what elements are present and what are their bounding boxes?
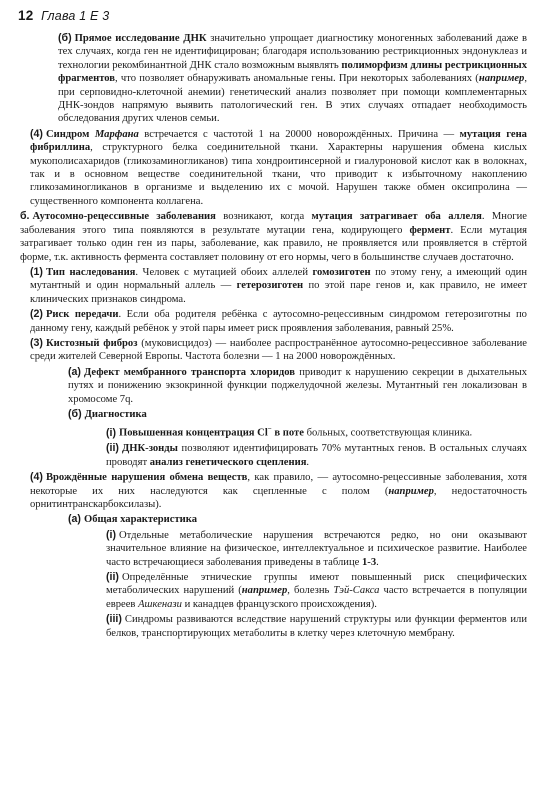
list-marker: (3) bbox=[30, 336, 43, 349]
list-item bbox=[30, 471, 527, 511]
text-run: анализ генетического сцепления bbox=[149, 456, 307, 468]
list-item bbox=[106, 571, 527, 611]
text-run: приводит к нарушению секреции в дыхательных путях и понижению экзокринной функции поджелудочной железы. Мутантный ген локализован в хромосоме 7q. bbox=[68, 366, 527, 405]
text-run: . Если мутация затрагивает только один ген из пары, заболевание, как правило, не проявляется или проявляется в стёртой форме, т.к. активность фермента составляет половину от его нормы, чего в большинстве случаев достаточно. bbox=[20, 224, 527, 263]
text-run: Тэй-Сакса bbox=[333, 585, 380, 597]
text-run: часто встречается в популяции евреев bbox=[106, 585, 527, 610]
text-run: Врождённые нарушения обмена веществ bbox=[45, 472, 248, 484]
text-run: Общая характеристика bbox=[83, 514, 198, 526]
text-run: позволяют идентифицировать 70% мутантных генов. В остальных случаях проводят bbox=[106, 443, 527, 468]
text-run: по этой паре генов и, как правило, не имеет клинических признаков синдрома. bbox=[30, 280, 527, 305]
text-run: Повышенная концентрация Cl bbox=[119, 427, 268, 439]
list-item bbox=[106, 442, 527, 469]
running-header bbox=[18, 8, 109, 23]
list-item bbox=[30, 266, 527, 306]
text-run: Прямое исследование ДНК bbox=[74, 33, 207, 44]
text-run: гетерозиготен bbox=[236, 280, 304, 292]
text-run: по этому гену, а имеющий один мутантный и один нормальный аллель — bbox=[30, 266, 528, 292]
text-run: возникают, когда bbox=[215, 211, 312, 223]
text-run: Марфана bbox=[94, 128, 139, 140]
text-run: Ашкенази bbox=[138, 598, 182, 610]
text-run: Аутосомно-рецессивные заболевания bbox=[32, 211, 216, 223]
text-run: в поте bbox=[271, 427, 304, 439]
list-item bbox=[68, 408, 527, 421]
text-run: мутация затрагивает оба аллеля bbox=[311, 211, 482, 223]
text-run: − bbox=[267, 425, 272, 434]
text-run: например bbox=[478, 73, 525, 85]
text-run: мутация гена фибриллина bbox=[30, 128, 527, 154]
text-run: Синдромы развиваются вследствие нарушений структуры или функции ферментов или белков, транспортирующих метаболиты в клетку через клеточную мембрану. bbox=[106, 614, 527, 639]
text-run: . bbox=[306, 456, 310, 468]
text-run: Диагностика bbox=[84, 408, 147, 420]
chapter-label: Глава 1 Е 3 bbox=[41, 9, 110, 23]
text-run: Синдром bbox=[45, 128, 95, 140]
text-run: Риск передачи bbox=[45, 309, 119, 321]
list-marker: (ii) bbox=[106, 570, 119, 583]
list-marker: (1) bbox=[30, 265, 43, 278]
list-marker: б. bbox=[20, 210, 30, 223]
list-marker: (б) bbox=[58, 32, 72, 44]
text-run: , как правило, — аутосомно-рецессивные заболевания, хотя некоторые их них наследуются как сцепленные с полом ( bbox=[30, 472, 527, 497]
text-run: гомозиготен bbox=[312, 266, 371, 278]
text-run: , структурного белка соединительной ткани. Характерны нарушения обмена кислых мукополисахаридов (гликозаминогликанов) типа хондроитинсерной и гиалуроновой кислот как в волокнах, так и в основном веществе соединительной ткани, что приводит к избыточному накоплению гликозаминогликанов в организме и выделению их с мочой. Нарушен также обмен оксипролина — существенного компонента коллагена. bbox=[30, 142, 527, 207]
text-run: , болезнь bbox=[287, 585, 334, 597]
text-run: Отдельные метаболические нарушения встречаются редко, но они оказывают значительное влияние на физическое, интеллектуальное и психическое развитие. Наиболее часто встречающиеся заболевания приведены в таблице bbox=[106, 529, 527, 568]
text-run: , что позволяет обнаруживать аномальные гены. При некоторых заболеваниях ( bbox=[115, 73, 479, 85]
list-marker: (2) bbox=[30, 308, 43, 321]
text-run: Кистозный фиброз bbox=[45, 337, 138, 349]
text-run: фермент bbox=[409, 224, 451, 236]
list-marker: (i) bbox=[106, 528, 116, 541]
text-run: встречается с частотой 1 на 20000 новорождённых. Причина — bbox=[138, 128, 460, 140]
list-item bbox=[68, 366, 527, 406]
list-marker: (4) bbox=[30, 471, 43, 484]
list-item bbox=[58, 32, 527, 126]
text-run: Тип наследования bbox=[45, 266, 136, 278]
list-marker: (б) bbox=[68, 407, 82, 420]
text-run: 1-3 bbox=[362, 556, 377, 568]
text-run: и канадцев французского происхождения). bbox=[181, 598, 377, 610]
text-run: полиморфизм длины рестрикционных фрагментов bbox=[58, 59, 528, 85]
text-run: . Многие заболевания этого типа появляются в результате мутации гена, кодирующего bbox=[20, 211, 527, 236]
text-run: . Человек с мутацией обоих аллелей bbox=[135, 266, 313, 278]
text-run: Определённые этнические группы имеют повышенный риск специфических метаболических нарушений ( bbox=[106, 571, 527, 597]
text-run: . Если оба родителя ребёнка с аутосомно-рецессивным синдромом гетерозиготны по данному гену, каждый ребёнок у этой пары имеет риск проявления заболевания, равный 25%. bbox=[30, 309, 527, 334]
list-item bbox=[106, 423, 527, 440]
body-text bbox=[20, 32, 528, 642]
text-run: значительно упрощает диагностику моногенных заболеваний даже в тех случаях, когда ген не идентифицирован; благодаря использованию рестрикционных эндонуклеаз и технологии рекомбинантной ДНК стало возможным выявлять bbox=[58, 33, 527, 71]
list-item bbox=[30, 128, 527, 208]
text-run: Дефект мембранного транспорта хлоридов bbox=[83, 366, 295, 378]
list-item bbox=[20, 210, 527, 264]
list-marker: (ii) bbox=[106, 442, 119, 455]
list-marker: (iii) bbox=[106, 613, 122, 626]
list-marker: (i) bbox=[106, 426, 116, 439]
text-run: . bbox=[376, 556, 379, 568]
list-marker: (а) bbox=[68, 513, 81, 526]
list-item bbox=[106, 529, 527, 569]
list-marker: (4) bbox=[30, 127, 43, 140]
text-run: , при серповидно-клеточной анемии) генетический анализ позволяет при помощи комплементарных ДНК-зондов напрямую выявить патологический ген. В этих случаях отпадает необходимость обследования других членов семьи. bbox=[58, 73, 527, 125]
text-run: например bbox=[241, 585, 288, 597]
text-run: , недостаточность орнитинтранскарбоксилазы). bbox=[30, 485, 527, 510]
text-run: ДНК-зонды bbox=[121, 443, 178, 455]
text-run: (муковисцидоз) — наиболее распространённое аутосомно-рецессивное заболевание среди жителей Северной Европы. Частота болезни — 1 на 2000 новорождённых. bbox=[30, 337, 528, 363]
list-item bbox=[68, 513, 527, 526]
list-item bbox=[106, 613, 527, 640]
page-number: 12 bbox=[18, 8, 34, 23]
list-marker: (а) bbox=[68, 365, 81, 378]
text-run: больных, соответствующая клиника. bbox=[303, 427, 473, 439]
text-run: например bbox=[388, 485, 434, 497]
list-item bbox=[30, 308, 527, 335]
list-item bbox=[30, 337, 527, 364]
